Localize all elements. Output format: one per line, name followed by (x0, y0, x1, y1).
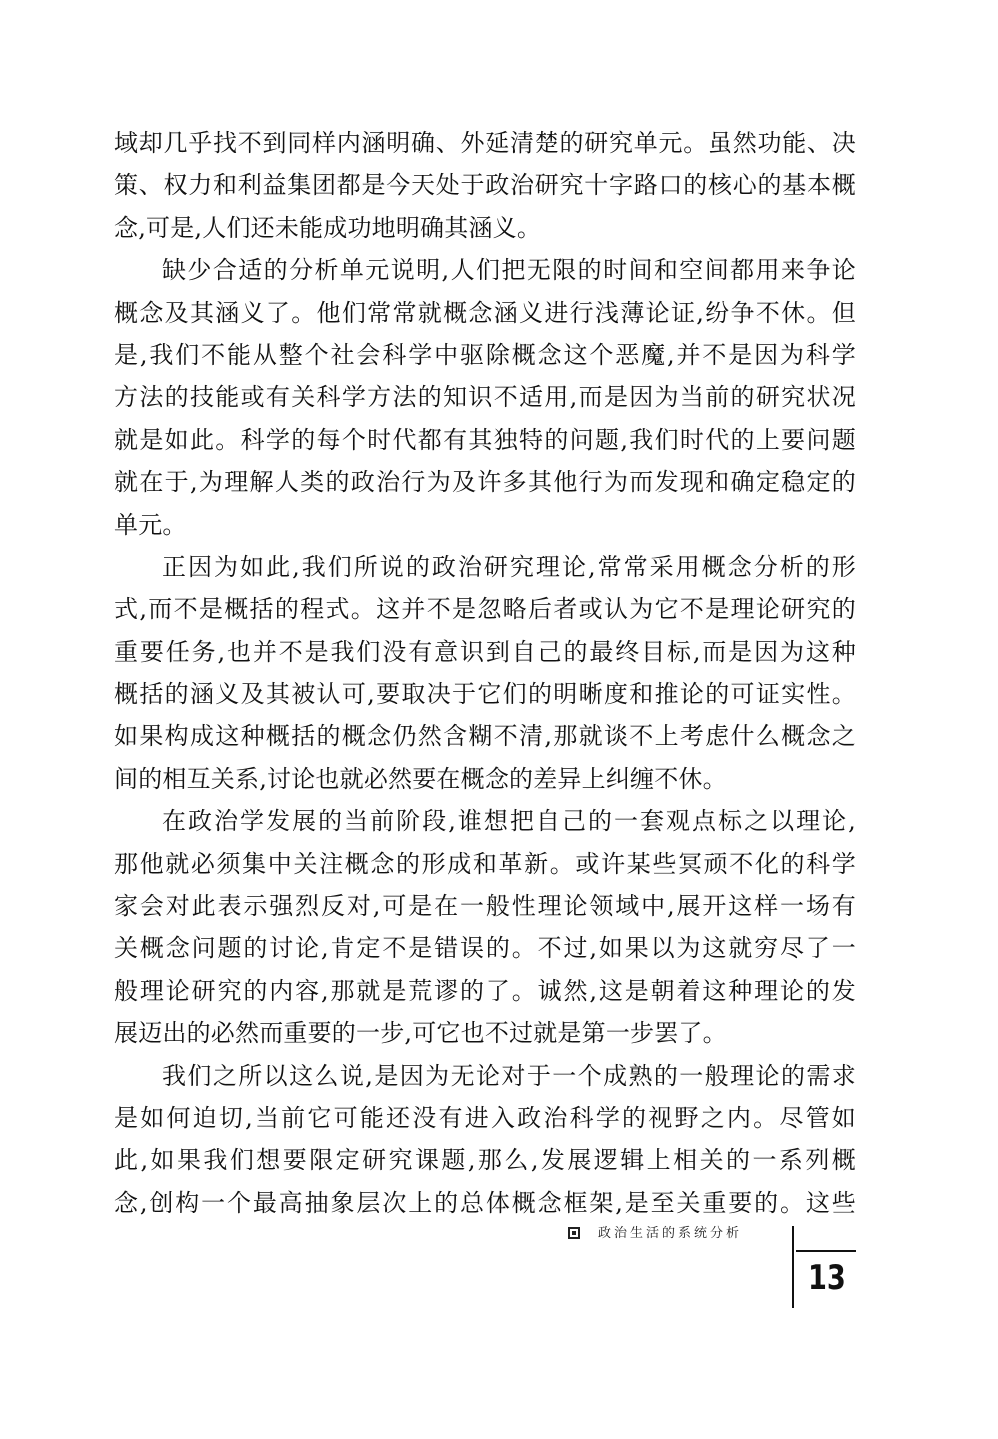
text-line: 正因为如此,我们所说的政治研究理论,常常采用概念分析的形 (162, 552, 856, 581)
page-number: 13 (808, 1258, 846, 1298)
text-line: 就在于,为理解人类的政治行为及许多其他行为而发现和确定稳定的 (114, 468, 856, 497)
section-mark-icon (568, 1227, 580, 1239)
text-line: 缺少合适的分析单元说明,人们把无限的时间和空间都用来争论 (162, 256, 856, 285)
text-line: 家会对此表示强烈反对,可是在一般性理论领域中,展开这样一场有 (114, 892, 856, 921)
text-line: 如果构成这种概括的概念仍然含糊不清,那就谈不上考虑什么概念之 (114, 722, 856, 751)
text-line: 念,创构一个最高抽象层次上的总体概念框架,是至关重要的。这些 (114, 1188, 856, 1217)
text-line: 方法的技能或有关科学方法的知识不适用,而是因为当前的研究状况 (114, 383, 856, 412)
text-line: 是如何迫切,当前它可能还没有进入政治科学的视野之内。尽管如 (114, 1103, 856, 1132)
text-line: 般理论研究的内容,那就是荒谬的了。诚然,这是朝着这种理论的发 (114, 976, 856, 1005)
footer-horizontal-rule (796, 1250, 856, 1252)
text-line: 就是如此。科学的每个时代都有其独特的问题,我们时代的上要问题 (114, 425, 856, 454)
body-text (114, 122, 856, 1224)
text-line: 此,如果我们想要限定研究课题,那么,发展逻辑上相关的一系列概 (114, 1146, 856, 1175)
text-line: 概括的涵义及其被认可,要取决于它们的明晰度和推论的可证实性。 (114, 680, 856, 709)
text-line: 重要任务,也并不是我们没有意识到自己的最终目标,而是因为这种 (114, 637, 856, 666)
text-line: 我们之所以这么说,是因为无论对于一个成熟的一般理论的需求 (162, 1061, 856, 1090)
text-line: 是,我们不能从整个社会科学中驱除概念这个恶魔,并不是因为科学 (114, 340, 856, 369)
text-line: 概念及其涵义了。他们常常就概念涵义进行浅薄论证,纷争不休。但 (114, 298, 856, 327)
text-line: 间的相互关系,讨论也就必然要在概念的差异上纠缠不休。 (114, 764, 727, 793)
text-line: 单元。 (114, 510, 187, 539)
text-line: 策、权力和利益集团都是今天处于政治研究十字路口的核心的基本概 (114, 171, 856, 200)
text-line: 关概念问题的讨论,肯定不是错误的。不过,如果以为这就穷尽了一 (114, 934, 856, 963)
running-head-text: 政治生活的系统分析 (598, 1226, 743, 1241)
text-line: 式,而不是概括的程式。这并不是忽略后者或认为它不是理论研究的 (114, 595, 856, 624)
running-head (568, 1222, 742, 1241)
text-line: 展迈出的必然而重要的一步,可它也不过就是第一步罢了。 (114, 1019, 727, 1048)
page-footer (560, 1222, 860, 1312)
text-line: 在政治学发展的当前阶段,谁想把自己的一套观点标之以理论, (162, 807, 856, 836)
footer-vertical-rule (792, 1226, 794, 1308)
text-line: 域却几乎找不到同样内涵明确、外延清楚的研究单元。虽然功能、决 (114, 129, 856, 157)
text-line: 那他就必须集中关注概念的形成和革新。或许某些冥顽不化的科学 (114, 849, 856, 878)
text-line: 念,可是,人们还未能成功地明确其涵义。 (114, 213, 542, 242)
